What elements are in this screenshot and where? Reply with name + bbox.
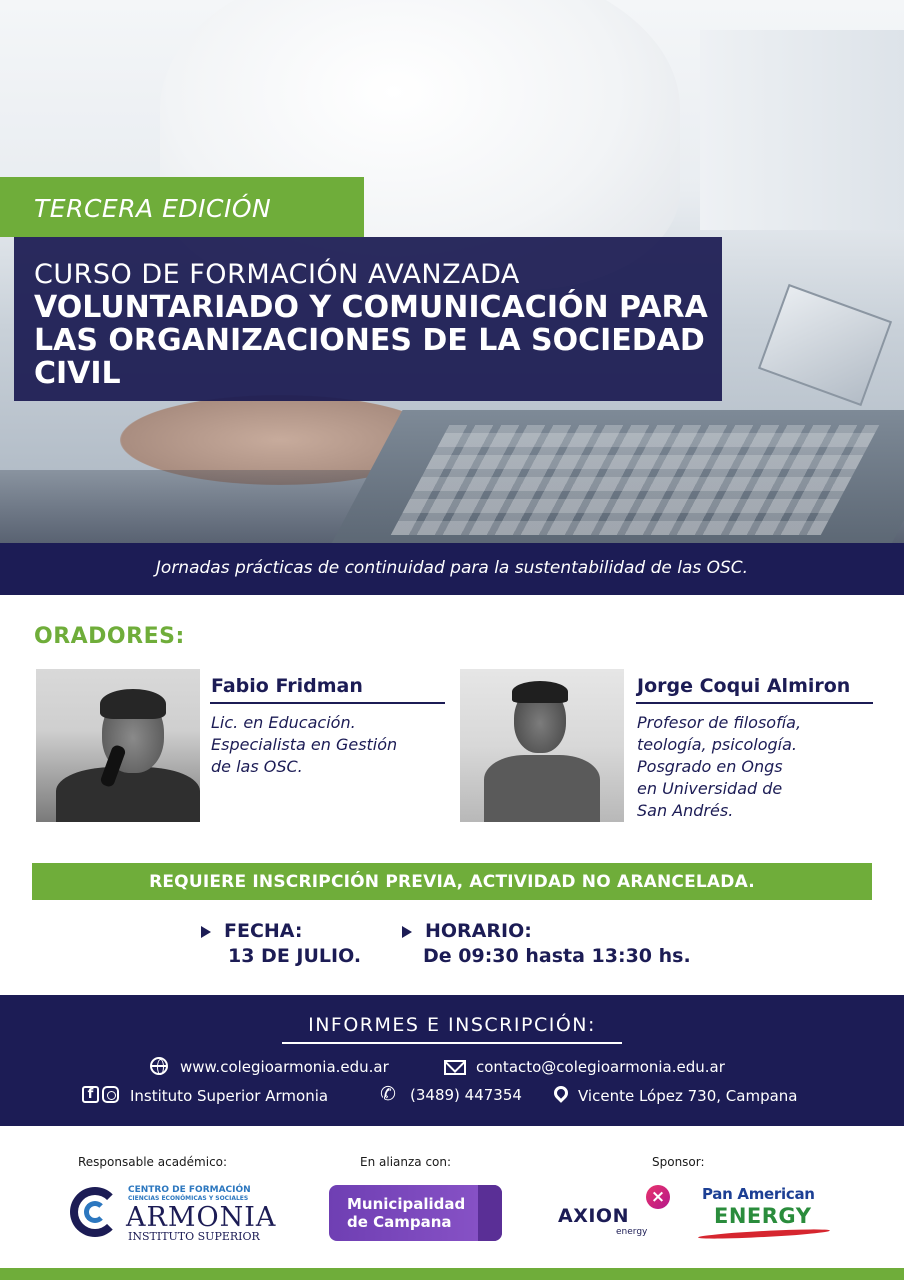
speaker-name: Jorge Coqui Almiron [637, 675, 851, 697]
facebook-icon[interactable]: f [82, 1086, 99, 1103]
swoosh-icon [698, 1228, 830, 1241]
pan-american-energy-logo: Pan American ENERGY [696, 1183, 836, 1243]
website-link[interactable]: www.colegioarmonia.edu.ar [180, 1058, 389, 1076]
laptop-keyboard [391, 425, 879, 535]
speaker-description: Profesor de filosofía, teología, psicología. Posgrado en Ongs en Universidad de San Andrés. [637, 713, 802, 820]
armonia-logo: CENTRO DE FORMACIÓN CIENCIAS ECONÓMICAS Y SOCIALES ARMONIA INSTITUTO SUPERIOR [70, 1183, 270, 1243]
social-account[interactable]: Instituto Superior Armonia [130, 1087, 329, 1105]
time-value: De 09:30 hasta 13:30 hs. [423, 945, 691, 967]
registration-notice: REQUIERE INSCRIPCIÓN PREVIA, ACTIVIDAD NO ARANCELADA. [149, 872, 755, 892]
tablet-device [758, 284, 892, 406]
speaker-description: Lic. en Educación. Especialista en Gestión de las OSC. [211, 713, 398, 776]
academic-label: Responsable académico: [78, 1155, 228, 1169]
instagram-icon[interactable] [102, 1086, 119, 1103]
subtitle-text: Jornadas prácticas de continuidad para la sustentabilidad de las OSC. [155, 558, 749, 578]
arrow-right-icon [402, 926, 412, 938]
arrow-right-icon [201, 926, 211, 938]
course-type: CURSO DE FORMACIÓN AVANZADA [34, 259, 520, 290]
municipalidad-campana-logo: Municipalidad de Campana [329, 1185, 502, 1241]
speaker-photo-jorge [460, 669, 624, 822]
registration-notice-bar [32, 863, 872, 900]
alliance-label: En alianza con: [360, 1155, 452, 1169]
address: Vicente López 730, Campana [578, 1087, 798, 1105]
date-value: 13 DE JULIO. [228, 945, 362, 967]
axion-x-icon: × [646, 1185, 670, 1209]
divider [210, 702, 445, 704]
phone-icon: ✆ [380, 1083, 396, 1105]
sponsor-label: Sponsor: [652, 1155, 705, 1169]
divider [636, 702, 873, 704]
title-box [14, 237, 722, 401]
globe-icon [150, 1057, 168, 1075]
axion-energy-logo: AXION energy × [558, 1185, 678, 1240]
contact-heading: INFORMES E INSCRIPCIÓN: [308, 1014, 596, 1036]
divider [282, 1042, 622, 1044]
speakers-heading: ORADORES: [34, 624, 185, 649]
window-background [700, 30, 904, 230]
location-pin-icon [551, 1083, 571, 1103]
envelope-icon [444, 1060, 466, 1075]
speaker-name: Fabio Fridman [211, 675, 363, 697]
course-title: VOLUNTARIADO Y COMUNICACIÓN PARA LAS ORGANIZACIONES DE LA SOCIEDAD CIVIL [34, 290, 708, 391]
email-link[interactable]: contacto@colegioarmonia.edu.ar [476, 1058, 725, 1076]
time-label: HORARIO: [425, 920, 532, 942]
edition-banner [0, 177, 364, 237]
contact-section [0, 995, 904, 1126]
bottom-accent-bar [0, 1268, 904, 1280]
date-label: FECHA: [224, 920, 303, 942]
subtitle-bar [0, 543, 904, 595]
phone-number[interactable]: (3489) 447354 [410, 1086, 522, 1104]
edition-label: TERCERA EDICIÓN [34, 194, 272, 223]
speaker-photo-fabio [36, 669, 200, 822]
